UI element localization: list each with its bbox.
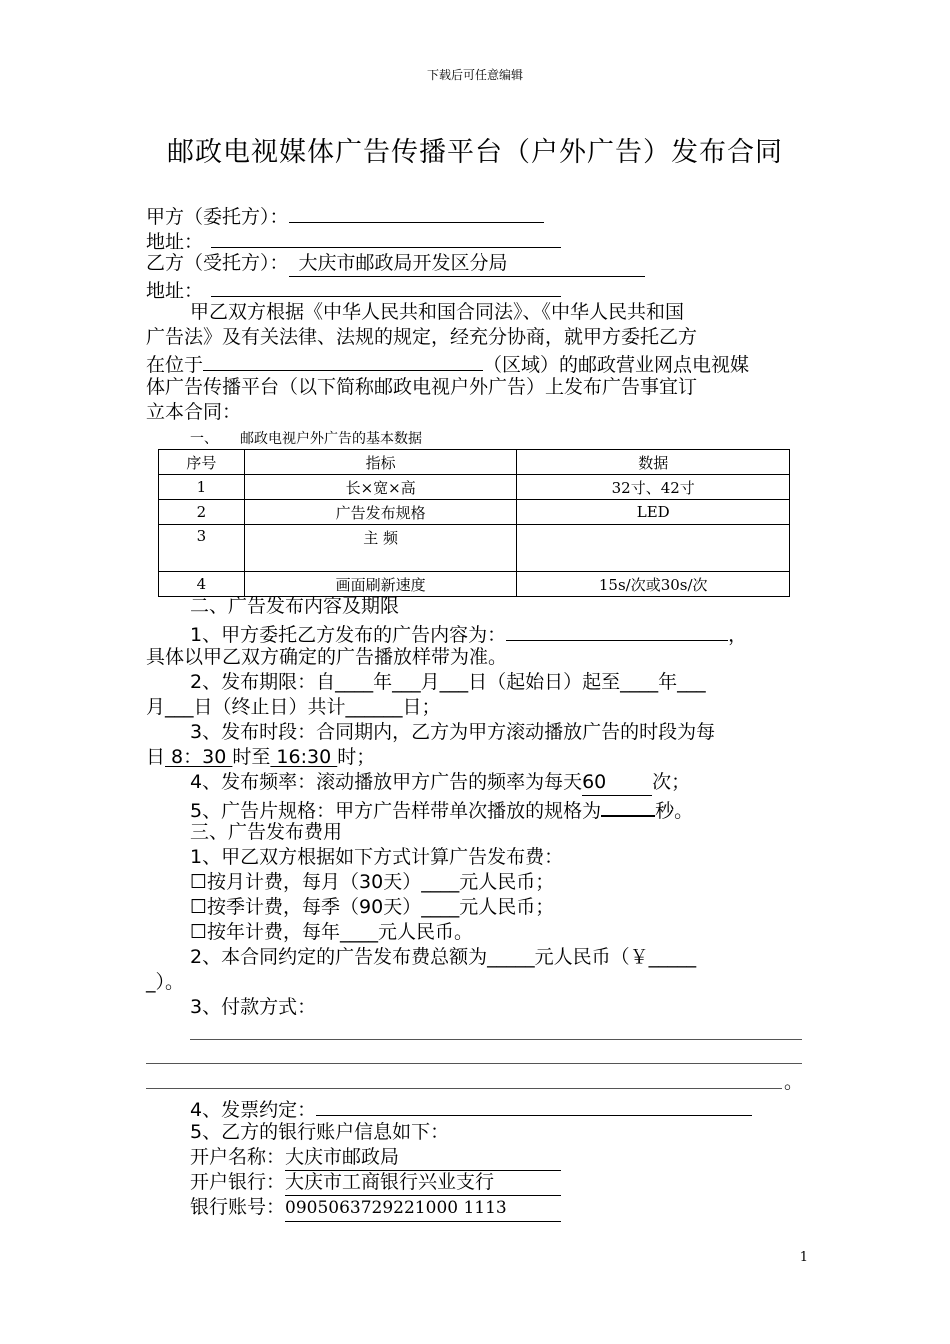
- bank-label: 开户银行：: [190, 1171, 286, 1193]
- table-cell: 15s/次或30s/次: [517, 572, 790, 597]
- account-no-value: 0905063729221000 1113: [285, 1196, 561, 1222]
- option-yearly: ☐按年计费，每年____元人民币。: [190, 921, 474, 943]
- intro-line-3a: 在位于: [146, 354, 204, 376]
- table-cell: 长×宽×高: [244, 475, 517, 500]
- party-b-label: 乙方（受托方）：: [146, 252, 289, 274]
- party-a-blank: [289, 202, 544, 223]
- page-title: 邮政电视媒体广告传播平台（户外广告）发布合同: [167, 137, 783, 168]
- table-cell: 1: [159, 475, 245, 500]
- table-row: [159, 500, 790, 525]
- party-b-line: [146, 251, 645, 277]
- spec-blank: [601, 795, 655, 817]
- account-no-label: 银行账号：: [190, 1196, 286, 1218]
- time-start: 8：30: [165, 746, 233, 768]
- s2-item-5-post: 秒。: [655, 800, 694, 822]
- s3-item-3: 3、付款方式：: [190, 996, 317, 1018]
- payment-rule-1: [190, 1039, 802, 1040]
- s2-item-1: 1、甲方委托乙方发布的广告内容为： ，: [190, 620, 747, 648]
- intro-line-1: 甲乙双方根据《中华人民共和国合同法》、《中华人民共和国: [190, 301, 685, 323]
- payment-rule-3: [146, 1088, 782, 1089]
- s2-item-1b: 具体以甲乙双方确定的广告播放样带为准。: [146, 646, 508, 668]
- payment-rule-2: [146, 1063, 802, 1064]
- address-blank-2: [211, 276, 561, 297]
- table-header: 序号: [159, 450, 245, 475]
- basic-data-table: [158, 449, 790, 597]
- account-name-value: 大庆市邮政局: [285, 1145, 561, 1171]
- s3-item-2: 2、本合同约定的广告发布费总额为_____元人民币（￥_____: [190, 946, 697, 968]
- frequency-value: 60: [582, 770, 652, 796]
- s2-item-1-text: 1、甲方委托乙方发布的广告内容为：: [190, 624, 507, 646]
- section-2-title: 二、广告发布内容及期限: [190, 595, 400, 617]
- s2-item-4: [190, 770, 690, 796]
- table-row: [159, 475, 790, 500]
- s2-item-2b: 月___日（终止日）共计______日；: [146, 696, 441, 718]
- intro-line-3: [146, 350, 749, 378]
- s3-item-2b: _）。: [146, 971, 185, 993]
- section-1-heading: [190, 428, 422, 448]
- table-cell: 2: [159, 500, 245, 525]
- address-label-1: 地址：: [146, 231, 204, 253]
- option-monthly: ☐按月计费，每月（30天）____元人民币；: [190, 871, 555, 893]
- section-1-num: 一、: [190, 431, 218, 447]
- invoice-blank: [316, 1095, 752, 1116]
- account-no-line: [190, 1195, 561, 1222]
- table-cell: LED: [517, 500, 790, 525]
- address-label-2: 地址：: [146, 280, 204, 302]
- table-row: [159, 525, 790, 572]
- bank-value: 大庆市工商银行兴业支行: [285, 1170, 561, 1196]
- s2-item-3b-pre: 日: [146, 746, 166, 768]
- account-name-line: [190, 1145, 561, 1171]
- party-a-label: 甲方（委托方）：: [146, 206, 289, 228]
- table-cell: 画面刷新速度: [244, 572, 517, 597]
- s2-item-3: 3、发布时段：合同期内，乙方为甲方滚动播放广告的时段为每: [190, 721, 716, 743]
- intro-line-2: 广告法》及有关法律、法规的规定，经充分协商，就甲方委托乙方: [146, 326, 698, 348]
- intro-line-5: 立本合同：: [146, 401, 242, 423]
- table-cell: 32寸、42寸: [517, 475, 790, 500]
- time-end: 16:30: [270, 746, 338, 768]
- region-blank: [203, 350, 483, 371]
- bank-line: [190, 1170, 561, 1196]
- s2-item-3b-mid: 时至: [232, 746, 271, 768]
- page-number: 1: [799, 1250, 808, 1265]
- s2-item-5-pre: 5、广告片规格：甲方广告样带单次播放的规格为: [190, 800, 602, 822]
- ad-content-blank: [506, 620, 728, 641]
- s2-item-4-pre: 4、发布频率：滚动播放甲方广告的频率为每天: [190, 771, 583, 793]
- section-3-title: 三、广告发布费用: [190, 821, 343, 843]
- s3-item-5: 5、乙方的银行账户信息如下：: [190, 1121, 450, 1143]
- table-row: [159, 572, 790, 597]
- table-cell: 4: [159, 572, 245, 597]
- table-header: 数据: [517, 450, 790, 475]
- intro-line-4: 体广告传播平台（以下简称邮政电视户外广告）上发布广告事宜订: [146, 376, 698, 398]
- table-cell: 主 频: [244, 525, 517, 572]
- address-blank-1: [211, 227, 561, 248]
- s3-item-4-label: 4、发票约定：: [190, 1099, 317, 1121]
- account-name-label: 开户名称：: [190, 1146, 286, 1168]
- s2-item-3b: [146, 745, 375, 770]
- s2-item-2: 2、发布期限：自____年___月___日（起始日）起至____年___: [190, 671, 706, 693]
- s3-item-4: [190, 1095, 752, 1123]
- table-cell: [517, 525, 790, 572]
- s2-item-4-post: 次；: [652, 771, 691, 793]
- s2-item-3b-post: 时；: [337, 746, 376, 768]
- intro-line-3b: （区域）的邮政营业网点电视媒: [483, 354, 750, 376]
- header-note: 下载后可任意编辑: [426, 68, 523, 82]
- table-cell: 广告发布规格: [244, 500, 517, 525]
- payment-end-mark: 。: [784, 1071, 804, 1093]
- s3-item-1: 1、甲乙双方根据如下方式计算广告发布费：: [190, 846, 564, 868]
- section-1-title: 邮政电视户外广告的基本数据: [240, 431, 422, 447]
- table-header-row: [159, 450, 790, 475]
- party-b-value: 大庆市邮政局开发区分局: [289, 251, 645, 277]
- party-a-line: [146, 202, 544, 230]
- table-header: 指标: [244, 450, 517, 475]
- table-cell: 3: [159, 525, 245, 572]
- option-quarterly: ☐按季计费，每季（90天）____元人民币；: [190, 896, 555, 918]
